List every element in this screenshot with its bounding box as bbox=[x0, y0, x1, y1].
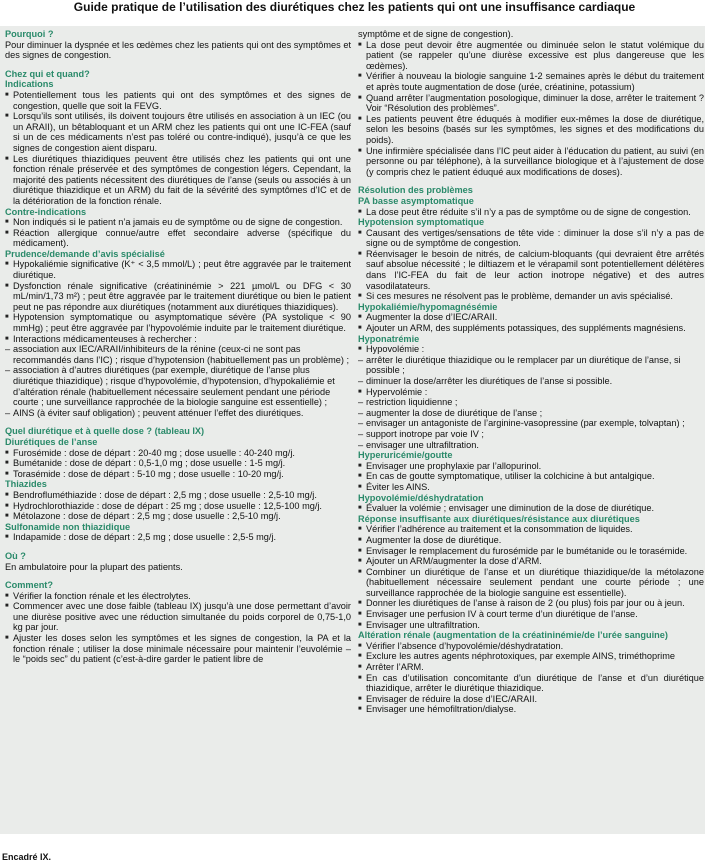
dash-item: – envisager un antagoniste de l’arginine-vasopressine (par exemple, tolvaptan) ; bbox=[358, 418, 704, 429]
bullet-item: ■ Hypotension symptomatique ou asymptomatique sévère (PA systolique < 90 mmHg) ; peut être aggravée par l’hypovolémie induite par le traitement diurétique. bbox=[5, 312, 351, 333]
section-heading: Pourquoi ? bbox=[5, 29, 54, 39]
bullet-item: ■ Augmenter la dose d’IEC/ARAII. bbox=[358, 312, 704, 323]
paragraph: symptôme et de signe de congestion). bbox=[358, 29, 514, 39]
page-title: Guide pratique de l’utilisation des diurétiques chez les patients qui ont une insuffisance cardiaque bbox=[73, 0, 636, 14]
bullet-item: ■ Commencer avec une dose faible (tableau IX) jusqu’à une dose permettant d’avoir une diurèse positive avec une réduction simultanée du poids corporel de 0,75-1,0 kg par jour. bbox=[5, 601, 351, 633]
bullet-item: ■ Arrêter l’ARM. bbox=[358, 662, 704, 673]
bullet-item: ■ Ajouter un ARM, des suppléments potassiques, des suppléments magnésiens. bbox=[358, 323, 704, 334]
subsection-heading: Hypovolémie/déshydratation bbox=[358, 492, 484, 503]
dash-item: – diminuer la dose/arrêter les diurétiques de l’anse si possible. bbox=[358, 376, 704, 387]
bullet-item: ■ Réaction allergique connue/autre effet secondaire adverse (spécifique du médicament). bbox=[5, 228, 351, 249]
bullet-item: ■ Les diurétiques thiazidiques peuvent être utilisés chez les patients qui ont une fonction rénale préservée et des symptômes de congestion légers. Cependant, la majorité des patients nécessitent des diurétiques de l’anse (seuls ou associés à un diurétique thiazidique et un ARM) du fait de la sévérité des symptômes d’IC et de la détérioration de la fonction rénale. bbox=[5, 154, 351, 207]
bullet-item: ■ Métolazone : dose de départ : 2,5 mg ; dose usuelle : 2,5-10 mg/j. bbox=[5, 511, 351, 522]
bullet-item: ■ Combiner un diurétique de l’anse et un diurétique thiazidique/de la métolazone (habituellement nécessaire seulement pendant une courte période ; une surveillance rapprochée de la biologie sanguine est essentielle). bbox=[358, 567, 704, 599]
bullet-item: ■ Hypokaliémie significative (K⁺ < 3,5 mmol/L) ; peut être aggravée par le traitement diurétique. bbox=[5, 259, 351, 280]
bullet-item: ■ Ajuster les doses selon les symptômes et les signes de congestion, la PA et la fonction rénale ; utiliser la dose minimale nécessaire pour maintenir l’euvolémie – le “poids sec” du patient (c’est-à-dire garder le patient libre de bbox=[5, 633, 351, 665]
dash-item: – support inotrope par voie IV ; bbox=[358, 429, 704, 440]
bullet-item: ■ Envisager une hémofiltration/dialyse. bbox=[358, 704, 704, 715]
bullet-item: ■ Hypovolémie : bbox=[358, 344, 704, 355]
bullet-item: ■ Envisager le remplacement du furosémide par le bumétanide ou le torasémide. bbox=[358, 546, 704, 557]
bullet-item: ■ Dysfonction rénale significative (créatininémie > 221 µmol/L ou DFG < 30 mL/min/1,73 m²) ; peut être aggravée par le traitement diurétique ou bien le patient peut ne pas répondre aux diurétiques (notamment aux diurétiques thiazidiques). bbox=[5, 281, 351, 313]
section-heading: Chez qui et quand? bbox=[5, 68, 90, 79]
subsection-heading: Prudence/demande d’avis spécialisé bbox=[5, 248, 165, 259]
subsection-heading: Réponse insuffisante aux diurétiques/résistance aux diurétiques bbox=[358, 513, 640, 524]
bullet-item: ■ Envisager de réduire la dose d’IEC/ARAII. bbox=[358, 694, 704, 705]
box-caption: Encadré IX. bbox=[2, 852, 52, 862]
subsection-heading: Hyperuricémie/goutte bbox=[358, 450, 453, 461]
bullet-item: ■ Vérifier la fonction rénale et les électrolytes. bbox=[5, 591, 351, 602]
subsection-heading: Hyponatrémie bbox=[358, 333, 420, 344]
bullet-item: ■ La dose peut être réduite s’il n’y a pas de symptôme ou de signe de congestion. bbox=[358, 207, 704, 218]
subsection-heading: Altération rénale (augmentation de la créatininémie/de l’urée sanguine) bbox=[358, 630, 668, 641]
section-heading: Quel diurétique et à quelle dose ? (tableau IX) bbox=[5, 426, 205, 437]
bullet-item: ■ Les patients peuvent être éduqués à modifier eux-mêmes la dose de diurétique, selon les besoins (basés sur les symptômes, les signes et des modifications du poids). bbox=[358, 114, 704, 146]
subsection-heading: Hypotension symptomatique bbox=[358, 217, 485, 228]
bullet-item: ■ Exclure les autres agents néphrotoxiques, par exemple AINS, triméthoprime bbox=[358, 651, 704, 662]
subsection-heading: Indications bbox=[5, 79, 54, 90]
dash-item: – envisager une ultrafiltration. bbox=[358, 440, 704, 451]
bullet-item: ■ Éviter les AINS. bbox=[358, 482, 704, 493]
dash-item: – augmenter la dose de diurétique de l’anse ; bbox=[358, 408, 704, 419]
dash-item: – association à d’autres diurétiques (par exemple, diurétique de l’anse plus diurétique thiazidique) ; risque d’hypovolémie, d’hypotension, d’hypokaliémie et d’altération rénale (habituellement nécessaire seulement pendant une période courte ; une surveillance rapprochée de la biologie sanguine est essentielle) ; bbox=[5, 365, 351, 407]
bullet-item: ■ Bumétanide : dose de départ : 0,5-1,0 mg ; dose usuelle : 1-5 mg/j. bbox=[5, 458, 351, 469]
left-column bbox=[5, 29, 351, 665]
bullet-item: ■ Hydrochlorothiazide : dose de départ : 25 mg ; dose usuelle : 12,5-100 mg/j. bbox=[5, 501, 351, 512]
bullet-item: ■ Bendrofluméthiazide : dose de départ : 2,5 mg ; dose usuelle : 2,5-10 mg/j. bbox=[5, 490, 351, 501]
subsection-heading: Diurétiques de l’anse bbox=[5, 436, 98, 447]
bullet-item: ■ Interactions médicamenteuses à rechercher : bbox=[5, 334, 351, 345]
bullet-item: ■ Donner les diurétiques de l’anse à raison de 2 (ou plus) fois par jour ou à jeun. bbox=[358, 598, 704, 609]
subsection-heading: Thiazides bbox=[5, 479, 47, 490]
paragraph: En ambulatoire pour la plupart des patients. bbox=[5, 561, 183, 572]
subsection-heading: Hypokaliémie/hypomagnésémie bbox=[358, 301, 498, 312]
bullet-item: ■ En cas d’utilisation concomitante d’un diurétique de l’anse et d’un diurétique thiazidique, arrêter le diurétique thiazidique. bbox=[358, 673, 704, 694]
bullet-item: ■ Envisager une ultrafiltration. bbox=[358, 620, 704, 631]
bullet-item: ■ Quand arrêter l’augmentation posologique, diminuer la dose, arrêter le traitement ? Voir “Résolution des problèmes”. bbox=[358, 93, 704, 114]
dash-item: – AINS (à éviter sauf obligation) ; peuvent atténuer l’effet des diurétiques. bbox=[5, 408, 351, 419]
section-heading: Résolution des problèmes bbox=[358, 185, 473, 196]
content-box bbox=[0, 26, 705, 834]
subsection-heading: Contre-indications bbox=[5, 206, 87, 217]
section-heading: Où ? bbox=[5, 550, 26, 561]
bullet-item: ■ Vérifier l’adhérence au traitement et la consommation de liquides. bbox=[358, 524, 704, 535]
bullet-item: ■ Lorsqu’ils sont utilisés, ils doivent toujours être utilisés en association à un IEC (ou un ARAII), un bêtabloquant et un ARM chez les patients qui ont une IC-FEA (sauf si un de ces médicaments n’est pas toléré ou contre-indiqué), jusqu’à ce que les signes de congestion aient disparu. bbox=[5, 111, 351, 153]
bullet-item: ■ Torasémide : dose de départ : 5-10 mg ; dose usuelle : 10-20 mg/j. bbox=[5, 469, 351, 480]
bullet-item: ■ Une infirmière spécialisée dans l’IC peut aider à l’éducation du patient, au suivi (en personne ou par téléphone), à la surveillance biologique et à l’ajustement de dose (y compris chez le patient éduqué aux modifications de doses). bbox=[358, 146, 704, 178]
dash-item: – restriction liquidienne ; bbox=[358, 397, 704, 408]
bullet-item: ■ Potentiellement tous les patients qui ont des symptômes et des signes de congestion, quelle que soit la FEVG. bbox=[5, 90, 351, 111]
bullet-item: ■ Causant des vertiges/sensations de tête vide : diminuer la dose s’il n’y a pas de signe ou de symptôme de congestion. bbox=[358, 228, 704, 249]
dash-item: – arrêter le diurétique thiazidique ou le remplacer par un diurétique de l’anse, si possible ; bbox=[358, 355, 704, 376]
subsection-heading: Sulfonamide non thiazidique bbox=[5, 521, 131, 532]
subsection-heading: PA basse asymptomatique bbox=[358, 195, 474, 206]
bullet-item: ■ Ajouter un ARM/augmenter la dose d’ARM. bbox=[358, 556, 704, 567]
right-column bbox=[358, 29, 704, 715]
bullet-item: ■ Envisager une perfusion IV à court terme d’un diurétique de l’anse. bbox=[358, 609, 704, 620]
bullet-item: ■ Furosémide : dose de départ : 20-40 mg ; dose usuelle : 40-240 mg/j. bbox=[5, 448, 351, 459]
bullet-item: ■ En cas de goutte symptomatique, utiliser la colchicine à but antalgique. bbox=[358, 471, 704, 482]
bullet-item: ■ La dose peut devoir être augmentée ou diminuée selon le statut volémique du patient (se rappeler qu’une diurèse excessive est plus dangereuse que les œdèmes). bbox=[358, 40, 704, 72]
bullet-item: ■ Indapamide : dose de départ : 2,5 mg ; dose usuelle : 2,5-5 mg/j. bbox=[5, 532, 351, 543]
bullet-item: ■ Réenvisager le besoin de nitrés, de calcium-bloquants (qui devraient être arrêtés sauf absolue nécessité ; le diltiazem et le vérapamil sont potentiellement délétères dans l’IC-FEA du fait de leur action inotrope négative) et des autres vasodilatateurs. bbox=[358, 249, 704, 291]
bullet-item: ■ Vérifier l’absence d’hypovolémie/déshydratation. bbox=[358, 641, 704, 652]
paragraph: Pour diminuer la dyspnée et les œdèmes chez les patients qui ont des symptômes et des signes de congestion. bbox=[5, 39, 351, 61]
bullet-item: ■ Évaluer la volémie ; envisager une diminution de la dose de diurétique. bbox=[358, 503, 704, 514]
bullet-item: ■ Vérifier à nouveau la biologie sanguine 1-2 semaines après le début du traitement et après toute augmentation de dose (urée, créatinine, potassium) bbox=[358, 71, 704, 92]
bullet-item: ■ Si ces mesures ne résolvent pas le problème, demander un avis spécialisé. bbox=[358, 291, 704, 302]
bullet-item: ■ Augmenter la dose de diurétique. bbox=[358, 535, 704, 546]
bullet-item: ■ Non indiqués si le patient n’a jamais eu de symptôme ou de signe de congestion. bbox=[5, 217, 351, 228]
bullet-item: ■ Envisager une prophylaxie par l’allopurinol. bbox=[358, 461, 704, 472]
section-heading: Comment? bbox=[5, 580, 53, 591]
bullet-item: ■ Hypervolémie : bbox=[358, 387, 704, 398]
dash-item: – association aux IEC/ARAII/inhibiteurs de la rénine (ceux-ci ne sont pas recommandés dans l’IC) ; risque d’hypotension (habituellement pas un problème) ; bbox=[5, 344, 351, 365]
